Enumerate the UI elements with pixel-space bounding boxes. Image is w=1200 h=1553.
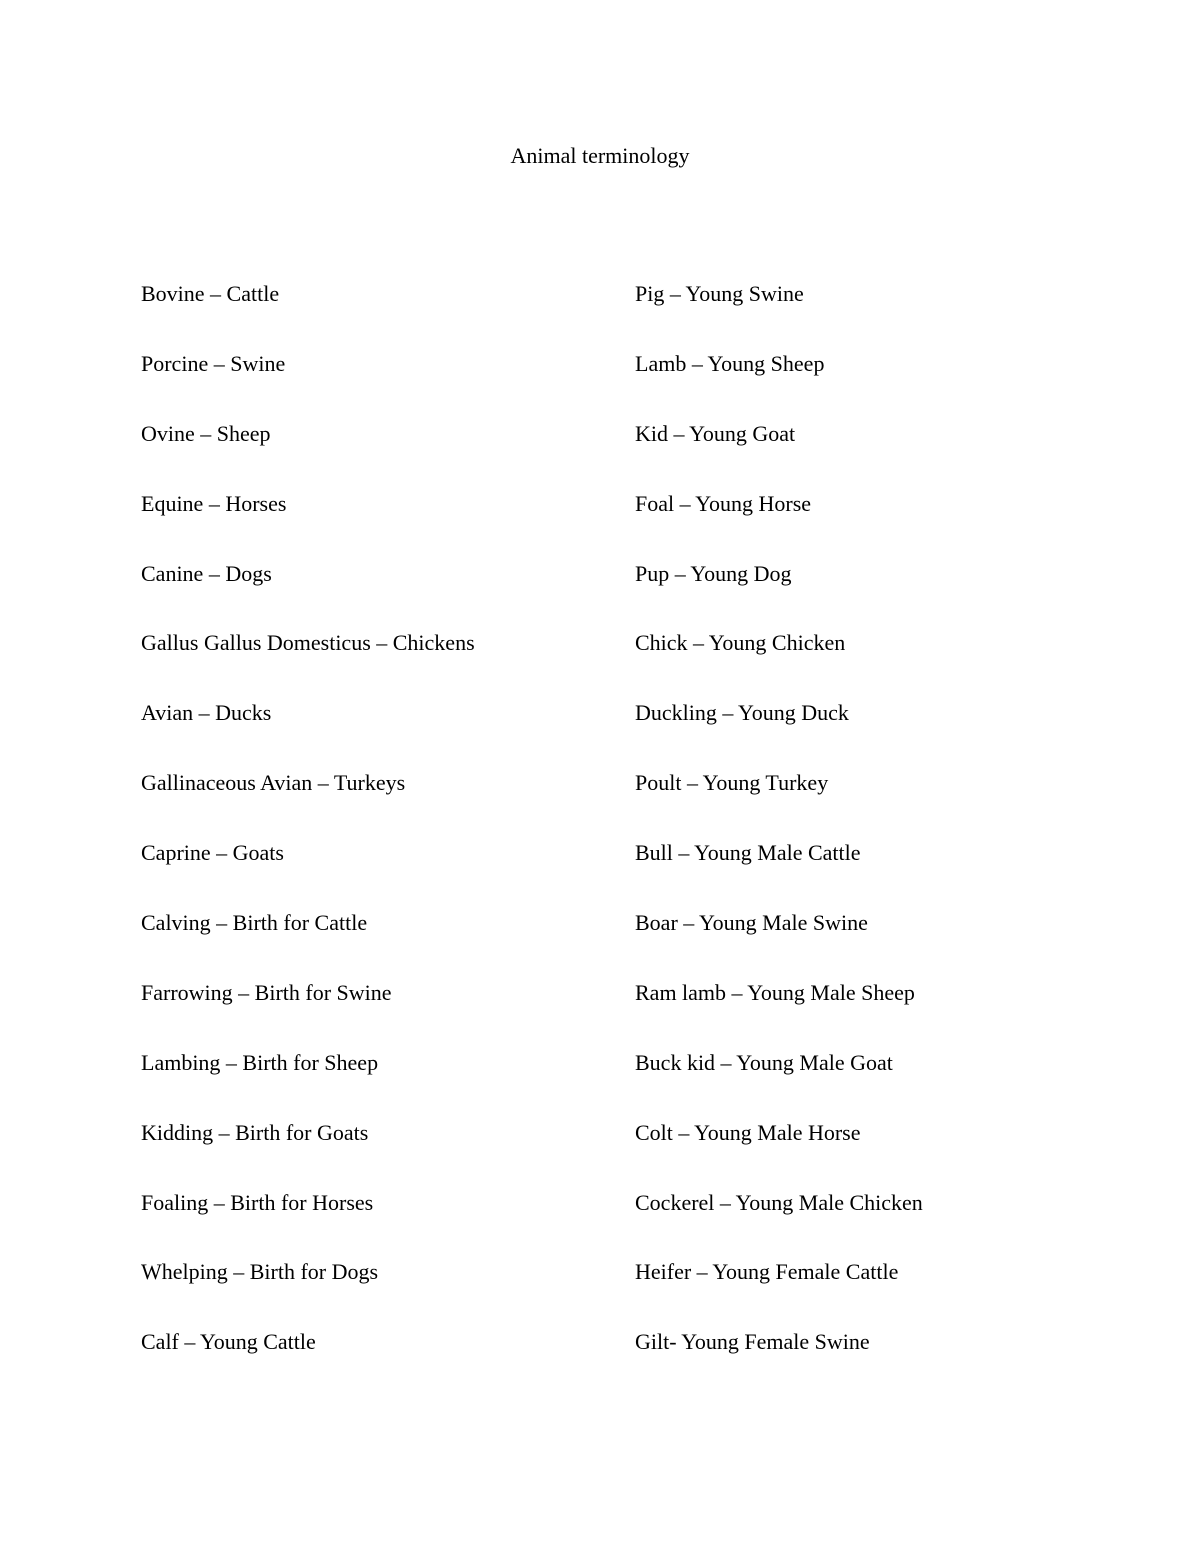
term-item: Chick – Young Chicken — [635, 630, 846, 656]
terms-left-column — [141, 280, 611, 1398]
term-item: Equine – Horses — [141, 490, 287, 516]
term-item: Kid – Young Goat — [635, 420, 796, 446]
term-item: Poult – Young Turkey — [635, 770, 829, 796]
term-item: Caprine – Goats — [141, 840, 284, 866]
term-item: Gallinaceous Avian – Turkeys — [141, 770, 406, 796]
term-item: Buck kid – Young Male Goat — [635, 1049, 893, 1075]
term-item: Bull – Young Male Cattle — [635, 840, 861, 866]
term-item: Calving – Birth for Cattle — [141, 910, 368, 936]
term-item: Duckling – Young Duck — [635, 700, 849, 726]
term-item: Gilt- Young Female Swine — [635, 1329, 870, 1355]
term-item: Whelping – Birth for Dogs — [141, 1259, 379, 1285]
term-item: Bovine – Cattle — [141, 281, 280, 306]
term-item: Cockerel – Young Male Chicken — [635, 1189, 923, 1215]
term-item: Foaling – Birth for Horses — [141, 1189, 374, 1215]
term-item: Ovine – Sheep — [141, 420, 271, 446]
term-item: Pup – Young Dog — [635, 560, 792, 586]
term-item: Avian – Ducks — [141, 700, 272, 726]
term-item: Ram lamb – Young Male Sheep — [635, 979, 915, 1005]
term-item: Boar – Young Male Swine — [635, 910, 868, 936]
terms-right-column — [635, 280, 1135, 1398]
term-item: Foal – Young Horse — [635, 490, 812, 516]
term-item: Lambing – Birth for Sheep — [141, 1049, 379, 1075]
term-item: Farrowing – Birth for Swine — [141, 979, 392, 1005]
term-item: Kidding – Birth for Goats — [141, 1119, 369, 1145]
term-item: Calf – Young Cattle — [141, 1329, 316, 1355]
term-item: Colt – Young Male Horse — [635, 1119, 861, 1145]
term-item: Heifer – Young Female Cattle — [635, 1259, 899, 1285]
term-item: Lamb – Young Sheep — [635, 350, 825, 376]
term-item: Porcine – Swine — [141, 350, 286, 376]
term-item: Canine – Dogs — [141, 560, 272, 586]
term-item: Gallus Gallus Domesticus – Chickens — [141, 630, 475, 656]
page-title: Animal terminology — [510, 143, 690, 168]
term-item: Pig – Young Swine — [635, 281, 804, 306]
